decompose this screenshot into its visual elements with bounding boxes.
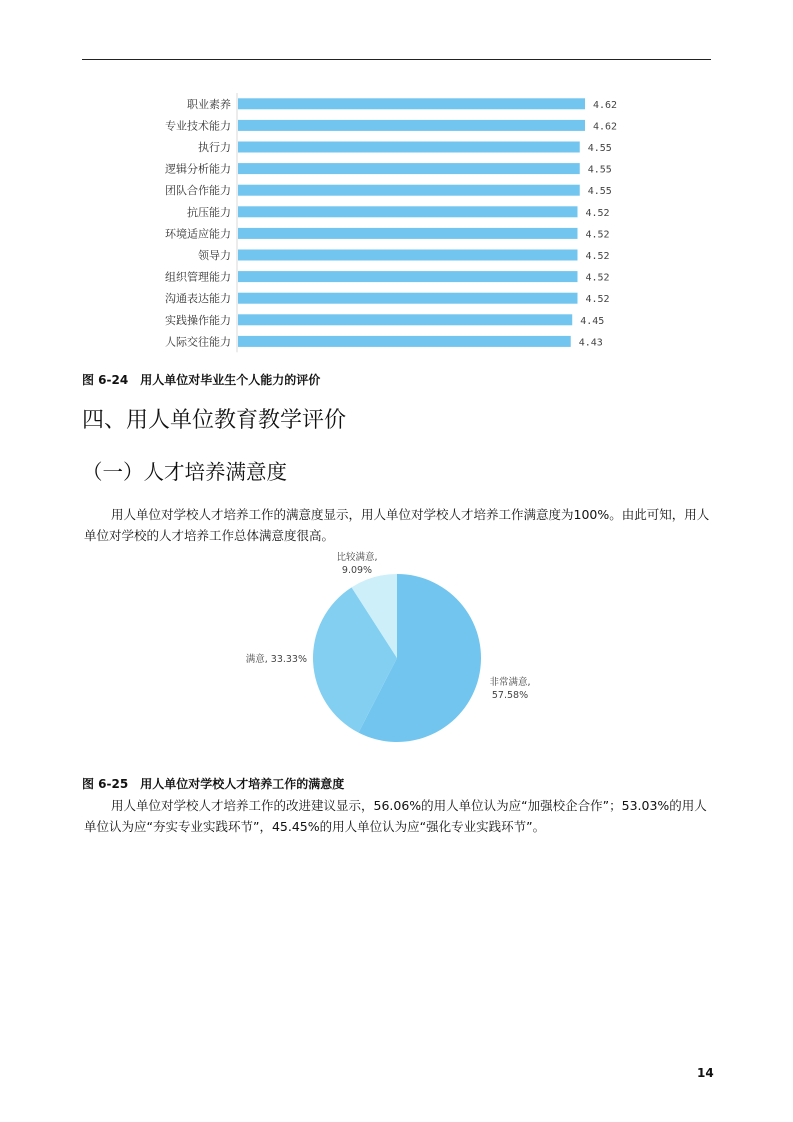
bar-value-label: 4.55 — [587, 186, 612, 198]
bar — [238, 271, 577, 282]
figure-6-24-caption: 图 6-24 用人单位对毕业生个人能力的评价 — [82, 373, 321, 387]
bar — [238, 163, 580, 174]
bar — [238, 120, 585, 131]
bar-value-label: 4.55 — [587, 143, 612, 154]
bar-value-label: 4.52 — [585, 229, 610, 241]
satisfaction-paragraph: 用人单位对学校人才培养工作的满意度显示，用人单位对学校人才培养工作满意度为100%。由此可知，用人单位对学校的人才培养工作总体满意度很高。 — [84, 507, 710, 543]
bar — [238, 228, 577, 239]
bar-value-label: 4.52 — [585, 294, 610, 306]
page-number: 14 — [697, 1066, 714, 1080]
bar — [238, 314, 572, 325]
pie-data-label: 9.09% — [341, 565, 373, 576]
bar-value-label: 4.43 — [578, 337, 603, 349]
bar-value-label: 4.55 — [587, 164, 612, 176]
bar — [238, 206, 577, 217]
bar-category-label: 环境适应能力 — [165, 227, 231, 241]
bar-category-label: 专业技术能力 — [165, 119, 231, 133]
bar-category-label: 沟通表达能力 — [165, 292, 231, 306]
bar-category-label: 人际交往能力 — [165, 335, 231, 349]
bar-category-label: 领导力 — [198, 249, 231, 262]
bar-category-label: 职业素养 — [187, 97, 231, 111]
bar-category-label: 实践操作能力 — [165, 313, 231, 327]
bar — [238, 185, 580, 196]
bar-category-label: 抗压能力 — [187, 205, 231, 219]
subsection-heading: （一）人才培养满意度 — [82, 460, 287, 484]
bar — [238, 293, 577, 304]
bar-category-label: 执行力 — [198, 141, 231, 154]
improvement-paragraph: 用人单位对学校人才培养工作的改进建议显示，56.06%的用人单位认为应“加强校企合作”；53.03%的用人单位认为应“夯实专业实践环节”，45.45%的用人单位认为应“强化专业实践环节”。 — [84, 798, 707, 834]
pie-data-label: 非常满意, — [489, 677, 531, 688]
pie-data-label: 57.58% — [491, 690, 529, 701]
bar-value-label: 4.52 — [585, 272, 610, 284]
bar-value-label: 4.52 — [585, 207, 610, 219]
bar — [238, 336, 571, 347]
satisfaction-pie-chart — [0, 545, 793, 760]
figure-6-25-caption: 图 6-25 用人单位对学校人才培养工作的满意度 — [82, 777, 345, 791]
bar — [238, 250, 577, 261]
bar-value-label: 4.45 — [580, 315, 605, 327]
pie-data-label: 满意, 33.33% — [245, 654, 307, 665]
bar-category-label: 逻辑分析能力 — [165, 162, 231, 176]
bar-category-label: 组织管理能力 — [165, 270, 231, 284]
bar-value-label: 4.62 — [593, 121, 618, 133]
bar-value-label: 4.62 — [593, 99, 618, 111]
bar — [238, 98, 585, 109]
bar — [238, 142, 580, 153]
ability-bar-chart — [0, 0, 793, 360]
section-heading: 四、用人单位教育教学评价 — [82, 408, 347, 433]
bar-category-label: 团队合作能力 — [165, 184, 231, 198]
pie-data-label: 比较满意, — [336, 552, 378, 563]
bar-value-label: 4.52 — [585, 251, 610, 262]
